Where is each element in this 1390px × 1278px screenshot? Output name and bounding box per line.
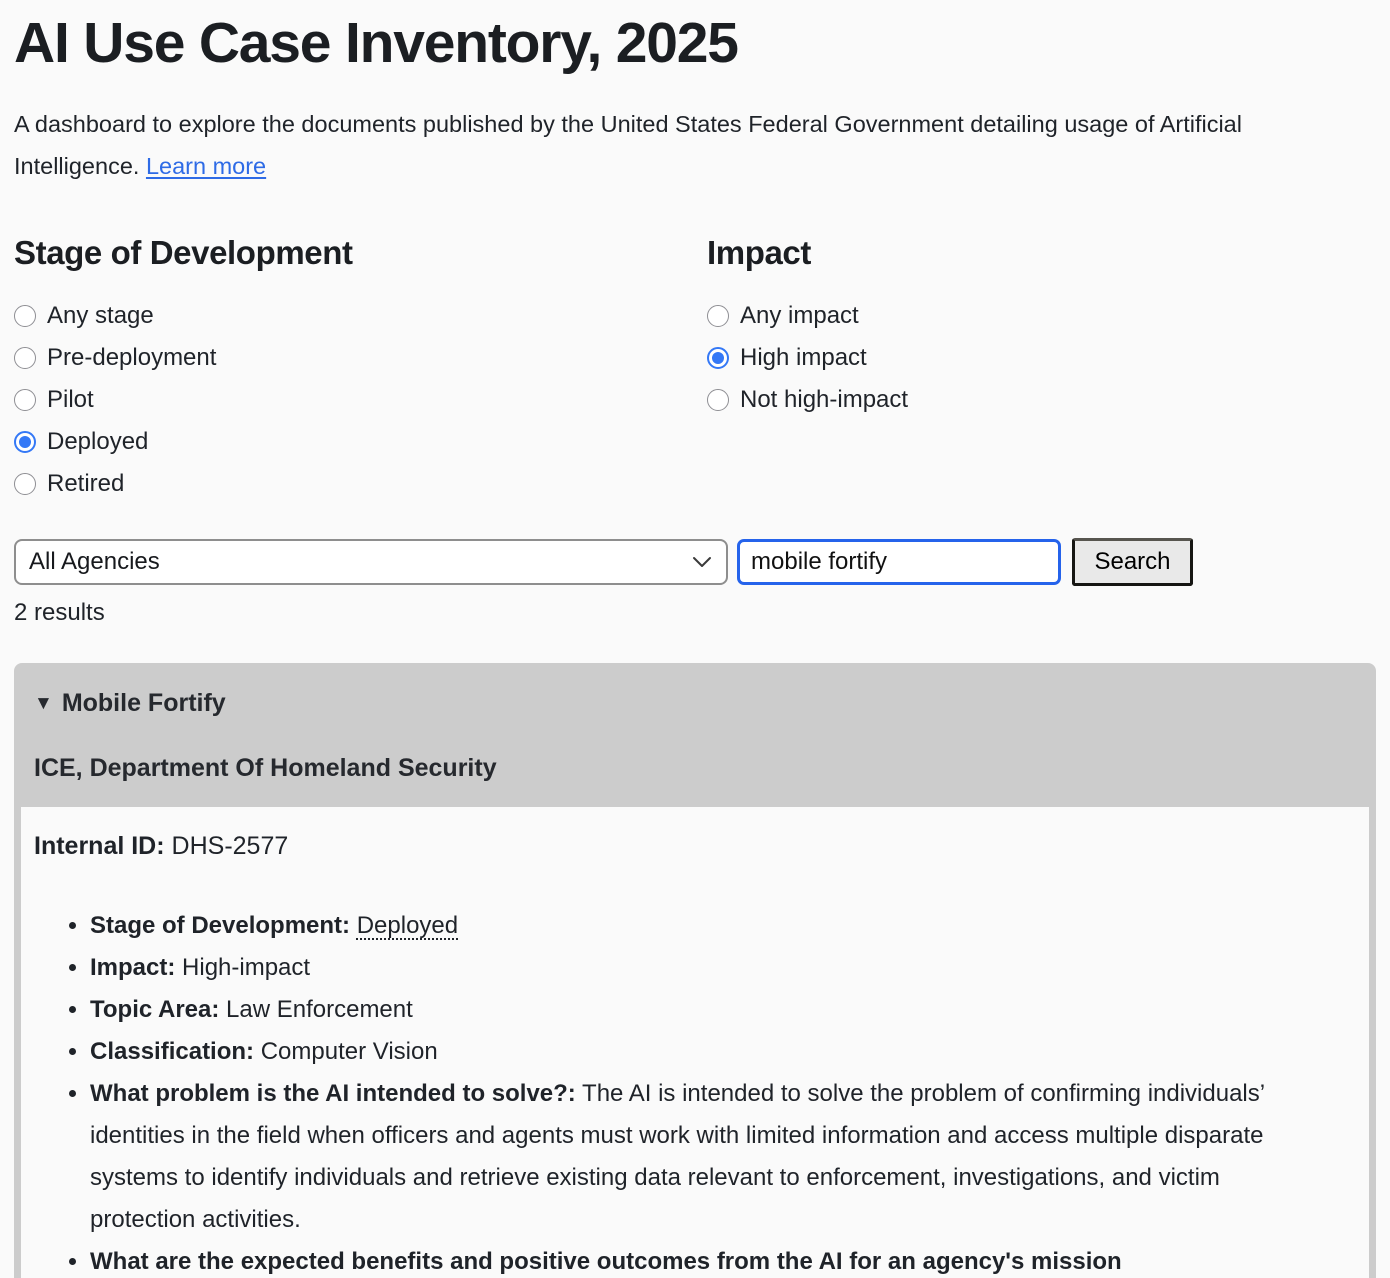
radio-icon[interactable] — [14, 305, 36, 327]
field-label: What problem is the AI intended to solve?: — [90, 1080, 576, 1107]
result-card-agency: ICE, Department Of Homeland Security — [34, 754, 497, 782]
search-button[interactable]: Search — [1072, 538, 1193, 586]
impact-filter-group — [707, 234, 1376, 505]
search-input[interactable] — [737, 539, 1061, 585]
collapse-triangle-icon: ▼ — [34, 693, 53, 714]
radio-option-pre-deployment[interactable] — [14, 337, 707, 379]
internal-id-label: Internal ID: — [34, 832, 165, 860]
agency-select-value: All Agencies — [29, 548, 160, 575]
result-card-summary[interactable] — [14, 663, 1376, 807]
radio-icon[interactable] — [14, 431, 36, 453]
field-label: Classification: — [90, 1038, 255, 1065]
radio-option-high-impact[interactable] — [707, 337, 1376, 379]
field-benefits — [90, 1241, 1295, 1278]
radio-option-retired[interactable] — [14, 463, 707, 505]
radio-option-deployed[interactable] — [14, 421, 707, 463]
field-impact — [90, 947, 1295, 989]
radio-label: Any impact — [740, 302, 859, 329]
page — [0, 10, 1390, 1278]
field-value: High-impact — [182, 954, 311, 981]
agency-select[interactable] — [14, 539, 728, 585]
field-topic-area — [90, 989, 1295, 1031]
result-card-body — [14, 807, 1376, 1278]
result-card — [14, 663, 1376, 1278]
page-description-text: A dashboard to explore the documents published by the United States Federal Government detailing usage of Artificial Intelligence. — [14, 111, 1242, 179]
internal-id — [34, 832, 1356, 861]
result-card-title: Mobile Fortify — [61, 689, 226, 717]
radio-option-any-impact[interactable] — [707, 295, 1376, 337]
radio-label: Pre-deployment — [47, 344, 217, 371]
radio-label: Any stage — [47, 302, 154, 329]
field-label: Topic Area: — [90, 996, 220, 1023]
impact-heading: Impact — [707, 234, 811, 271]
radio-label: High impact — [740, 344, 867, 371]
results-count: 2 results — [14, 599, 105, 626]
field-value: Law Enforcement — [226, 996, 413, 1023]
field-stage — [90, 905, 1295, 947]
field-value-dotted: Deployed — [356, 912, 459, 939]
radio-option-not-high-impact[interactable] — [707, 379, 1376, 421]
filters-section — [14, 234, 1376, 505]
stage-heading: Stage of Development — [14, 234, 353, 271]
radio-option-pilot[interactable] — [14, 379, 707, 421]
stage-filter-group — [14, 234, 707, 505]
radio-icon[interactable] — [707, 347, 729, 369]
radio-icon[interactable] — [707, 305, 729, 327]
radio-icon[interactable] — [14, 347, 36, 369]
search-row — [14, 538, 1376, 586]
chevron-down-icon — [692, 556, 712, 568]
field-list — [34, 905, 1356, 1278]
radio-label: Deployed — [47, 428, 149, 455]
internal-id-value: DHS-2577 — [171, 832, 289, 860]
page-title: AI Use Case Inventory, 2025 — [14, 11, 738, 75]
radio-icon[interactable] — [14, 389, 36, 411]
radio-label: Retired — [47, 470, 125, 497]
radio-icon[interactable] — [707, 389, 729, 411]
learn-more-link[interactable]: Learn more — [145, 153, 267, 179]
radio-label: Not high-impact — [740, 386, 909, 413]
field-label: What are the expected benefits and positive outcomes from the AI for an agency's mission — [90, 1248, 1122, 1275]
radio-label: Pilot — [47, 386, 94, 413]
radio-option-any-stage[interactable] — [14, 295, 707, 337]
result-card-title-row — [34, 689, 1356, 718]
field-value: The AI is intended to solve the problem of confirming individuals’ identities in the field when officers and agents must work with limited information and access multiple disparate systems to identify individuals and retrieve existing data relevant to enforcement, investigations, and victim protection activities. — [90, 1080, 1265, 1233]
field-value: Computer Vision — [260, 1038, 438, 1065]
page-description — [14, 103, 1334, 187]
radio-icon[interactable] — [14, 473, 36, 495]
field-problem — [90, 1073, 1295, 1241]
field-label: Impact: — [90, 954, 176, 981]
field-label: Stage of Development: — [90, 912, 351, 939]
field-classification — [90, 1031, 1295, 1073]
